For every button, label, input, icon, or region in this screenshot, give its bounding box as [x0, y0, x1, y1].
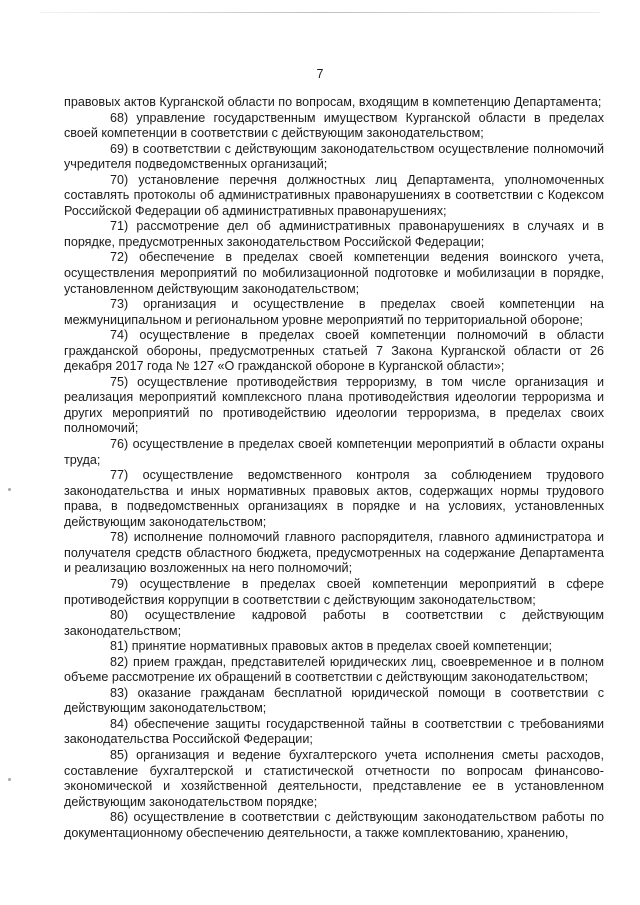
- list-item-84: 84) обеспечение защиты государственной тайны в соответствии с требованиями законодательства Российской Федерации;: [64, 716, 604, 747]
- list-item-74: 74) осуществление в пределах своей компетенции полномочий в области гражданской обороны, предусмотренных статьей 7 Закона Курганской области от 26 декабря 2017 года № 127 «О гражданской обороне в Курганской области»;: [64, 328, 604, 374]
- list-item-78: 78) исполнение полномочий главного распорядителя, главного администратора и получателя средств областного бюджета, предусмотренных на содержание Департамента и реализацию возложенных на него полномочий;: [64, 530, 604, 576]
- list-item-70: 70) установление перечня должностных лиц Департамента, уполномоченных составлять протоколы об административных правонарушениях в соответствии с Кодексом Российской Федерации об административных правонарушениях;: [64, 172, 604, 218]
- list-item-75: 75) осуществление противодействия терроризму, в том числе организация и реализация мероприятий комплексного плана противодействия идеологии терроризма и других мероприятий по противодействию идеологии терроризма, в пределах своих полномочий;: [64, 374, 604, 436]
- list-item-71: 71) рассмотрение дел об административных правонарушениях в случаях и в порядке, предусмотренных законодательством Российской Федерации;: [64, 219, 604, 249]
- list-item-80: 80) осуществление кадровой работы в соответствии с действующим законодательством;: [64, 608, 604, 638]
- list-item-79: 79) осуществление в пределах своей компетенции мероприятий в сфере противодействия коррупции в соответствии с действующим законодательством;: [64, 576, 604, 607]
- list-item-68: 68) управление государственным имуществом Курганской области в пределах своей компетенции в соответствии с действующим законодательством;: [64, 110, 604, 141]
- document-body: [64, 95, 604, 841]
- list-item-82: 82) прием граждан, представителей юридических лиц, своевременное и в полном объеме рассмотрение их обращений в соответствии с действующим законодательством;: [64, 654, 604, 685]
- list-item-69: 69) в соответствии с действующим законодательством осуществление полномочий учредителя подведомственных организаций;: [64, 141, 604, 172]
- list-item-86: 86) осуществление в соответствии с действующим законодательством работы по документационному обеспечению деятельности, а также комплектованию, хранению,: [64, 810, 604, 840]
- page-number: 7: [316, 67, 324, 81]
- paragraph-continuation: правовых актов Курганской области по вопросам, входящим в компетенцию Департамента;: [64, 95, 602, 109]
- list-item-77: 77) осуществление ведомственного контроля за соблюдением трудового законодательства и иных нормативных правовых актов, содержащих нормы трудового права, в подведомственных организациях в порядке и на условиях, установленных действующим законодательством;: [64, 468, 604, 529]
- list-item-83: 83) оказание гражданам бесплатной юридической помощи в соответствии с действующим законодательством;: [64, 685, 604, 716]
- scan-edge-line: [40, 12, 600, 13]
- list-item-76: 76) осуществление в пределах своей компетенции мероприятий в области охраны труда;: [64, 437, 604, 467]
- list-item-73: 73) организация и осуществление в пределах своей компетенции на межмуниципальном и региональном уровне мероприятий по территориальной обороне;: [64, 297, 604, 327]
- scan-speck: [8, 778, 11, 781]
- scan-speck: [8, 488, 11, 491]
- list-item-72: 72) обеспечение в пределах своей компетенции ведения воинского учета, осуществления мероприятий по мобилизационной подготовке и мобилизации в порядке, установленном действующим законодательством;: [64, 250, 604, 296]
- list-item-85: 85) организация и ведение бухгалтерского учета исполнения сметы расходов, составление бухгалтерской и статистической отчетности по вопросам финансово-экономической и хозяйственной деятельности, представление ее в установленном действующим законодательством порядке;: [64, 747, 604, 809]
- list-item-81: 81) принятие нормативных правовых актов в пределах своей компетенции;: [110, 639, 552, 654]
